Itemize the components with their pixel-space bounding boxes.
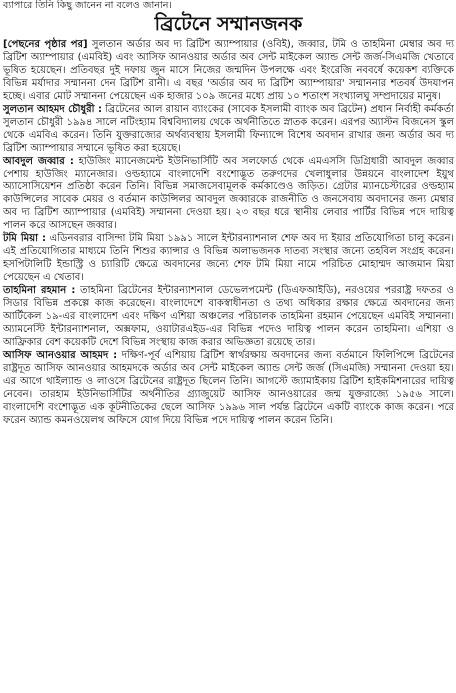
paragraph-text: হাউজিং ম্যানেজমেন্ট ইউনিভার্সিটি অব সলফোর্ড থেকে এমএসসি ডিগ্রিধারী আবদুল জব্বার পেশায় হাউজিং ম্যানেজার। ওল্ডহ্যামে বাংলাদেশি বংশোদ্ভূত তরুণদের খেলাধুলার উন্নয়নে বাংলাদেশ ইয়ুথ অ্যাসোসিয়েশন প্রতিষ্ঠা করেন তিনি। বিভিন্ন সমাজসেবামূলক কর্মকাণ্ডেও জড়িত। গ্রেটার ম্যানচেস্টারের ওল্ডহ্যাম কাউন্সিলের সাবেক মেয়র ও বর্তমান কাউন্সিলর আবদুল জব্বারকে রাজনীতি ও জনসেবায় অবদানের জন্য মেম্বার অব দ্য ব্রিটিশ অ্যাম্পায়ার (এমবিই) সম্মাননা দেওয়া হয়। ২৩ বছর ধরে স্থানীয় লেবার পার্টির বিভিন্ন পদে দায়িত্ব পালন করে আসছেন জব্বার। — [3, 155, 454, 232]
continued-text-line: ব্যাপারে তিনি কিছু জানেন না বলেও জানান। — [3, 0, 172, 11]
paragraph-lead: তাহমিনা রহমান : — [3, 285, 76, 297]
paragraph-lead: টমি মিয়া : — [3, 233, 46, 245]
paragraph-lead: আসিফ আনওয়ার আহমদ : — [3, 349, 118, 361]
paragraph-lead: আবদুল জব্বার : — [3, 155, 74, 167]
paragraph-text: এডিনবরার বাসিন্দা টমি মিয়া ১৯৯১ সালে ইন্টারন্যাশনাল শেফ অব দ্য ইয়ার প্রতিযোগিতা চালু করেন। এই প্রতিযোগিতার মাধ্যমে তিনি শিশুর ক্যান্সার ও বিভিন্ন অলাভজনক দাতব্য সংস্থার জন্যে তহবিল সংগ্রহ করেন। হসপিটালিটি ইন্ডাস্ট্রি ও চ্যারিটি ক্ষেত্রে অবদানের জন্যে শেফ টমি মিয়া নামে পরিচিত মোহাম্মদ আজমান মিয়া পেয়েছেন এ খেতাব। — [3, 233, 454, 284]
paragraph-text: তাহমিনা ব্রিটেনের ইন্টারন্যাশনাল ডেভেলপমেন্ট (ডিএফআইডি), নরওয়ের পররাষ্ট্র দফতর ও সিডার বিভিন্ন প্রকল্পে কাজ করেছেন। বাংলাদেশে বাকস্বাধীনতা ও তথ্য অধিকার রক্ষার ক্ষেত্রে অবদানের জন্য আর্টিকেল ১৯-এর বাংলাদেশ এবং দক্ষিণ এশিয়া অঞ্চলের পরিচালক তাহমিনা রহমান পেয়েছেন এমবিই সম্মাননা। অ্যামনেস্টি ইন্টারন্যাশনাল, অক্সফাম, ওয়াটারএইড-এর বিভিন্ন পদেও দায়িত্ব পালন করেন তাহমিনা। এশিয়া ও আফ্রিকার বেশ কয়েকটি দেশে বিভিন্ন সংস্থায় কাজ করার অভিজ্ঞতা রয়েছে তার। — [3, 285, 454, 348]
news-article — [3, 0, 454, 693]
article-body — [3, 39, 454, 428]
paragraph-tahmina — [3, 285, 454, 350]
paragraph-tommy — [3, 233, 454, 285]
paragraph-text: দক্ষিণ-পূর্ব এশিয়ায় ব্রিটিশ স্বার্থরক্ষায় অবদানের জন্য বর্তমানে ফিলিপিন্সে ব্রিটেনের রাষ্ট্রদূত আসিফ আনওয়ার আহমদকে অর্ডার অব সেন্ট মাইকেল অ্যান্ড সেন্ট জর্জ (সিএমজি) সম্মাননা দেওয়া হয়। এর আগে থাইল্যান্ড ও লাওসে ব্রিটেনের রাষ্ট্রদূত ছিলেন তিনি। আগস্টে জ্যামাইকায় ব্রিটিশ হাইকমিশনারের দায়িত্ব নেবেন। তারহাম ইউনিভার্সিটির অর্থনীতির গ্র্যাজুয়েট আসিফ আনওয়ারের জন্ম যুক্তরাজ্যে ১৯৫৬ সালে। বাংলাদেশি বংশোদ্ভূত এক কূটনীতিকের ছেলে আসিফ ১৯৯৬ সাল পর্যন্ত ব্রিটেনে একটি ব্যাংকে কাজ করেন। পরে ফরেন অ্যান্ড কমনওয়েলথ অফিসে যোগ দিয়ে বিভিন্ন পদে দায়িত্ব পালন করেন তিনি। — [3, 349, 454, 426]
headline: ব্রিটেনে সম্মানজনক — [154, 13, 303, 35]
paragraph-jabbar — [3, 156, 454, 234]
paragraph-lead: সুলতান আহমদ চৌধুরী : — [3, 103, 102, 115]
paragraph-intro — [3, 39, 454, 104]
paragraph-text: সুলতান অর্ডার অব দ্য ব্রিটিশ অ্যাম্পায়ার (ওবিই), জব্বার, টমি ও তাহমিনা মেম্বার অব দ্য ব্রিটিশ অ্যাম্পায়ার (এমবিই) এবং আসিফ আনওয়ার অর্ডার অব সেন্ট মাইকেল অ্যান্ড সেন্ট জর্জ-সিএমজি খেতাবে ভূষিত হয়েছেন। প্রতিবছর দুই দফায় জুন মাসে নিজের জন্মদিন উপলক্ষে এবং ইংরেজি নববর্ষে কয়েকশ ব্যক্তিকে বিভিন্ন মর্যাদার সম্মাননা দেন ব্রিটিশ রানী। এ বছর 'অর্ডার অব দ্য ব্রিটিশ অ্যাম্পায়ার' সম্মাননার শতবর্ষ উদযাপন হচ্ছে। এবার মোট সম্মাননা পেয়েছেন এক হাজার ১০৯ জনের মধ্যে প্রায় ১০ শতাংশ সংখ্যালঘু সম্প্রদায়ের মানুষ। — [3, 39, 454, 102]
paragraph-lead: [পেছনের পৃষ্ঠার পর] — [3, 39, 88, 50]
paragraph-text: ব্রিটেনের আল রায়ান ব্যাংকের (সাবেক ইসলামী ব্যাংক অব ব্রিটেন) প্রধান নির্বাহী কর্মকর্তা সুলতান চৌধুরী ১৯৯৪ সালে নটিংহ্যাম বিশ্ববিদ্যালয় থেকে অর্থনীতিতে স্নাতক করেন। এরপর অ্যাস্টন বিজনেস স্কুল থেকে এমবিএ করেন। তিনি যুক্তরাজ্যের অর্থব্যবস্থায় ইসলামী ফিন্যান্সে বিশেষ অবদান রাখার জন্য অর্ডার অব দ্য ব্রিটিশ অ্যাম্পায়ার সম্মানে ভূষিত করা হয়েছে। — [3, 103, 454, 154]
paragraph-sultan — [3, 104, 454, 156]
paragraph-asif — [3, 350, 454, 428]
